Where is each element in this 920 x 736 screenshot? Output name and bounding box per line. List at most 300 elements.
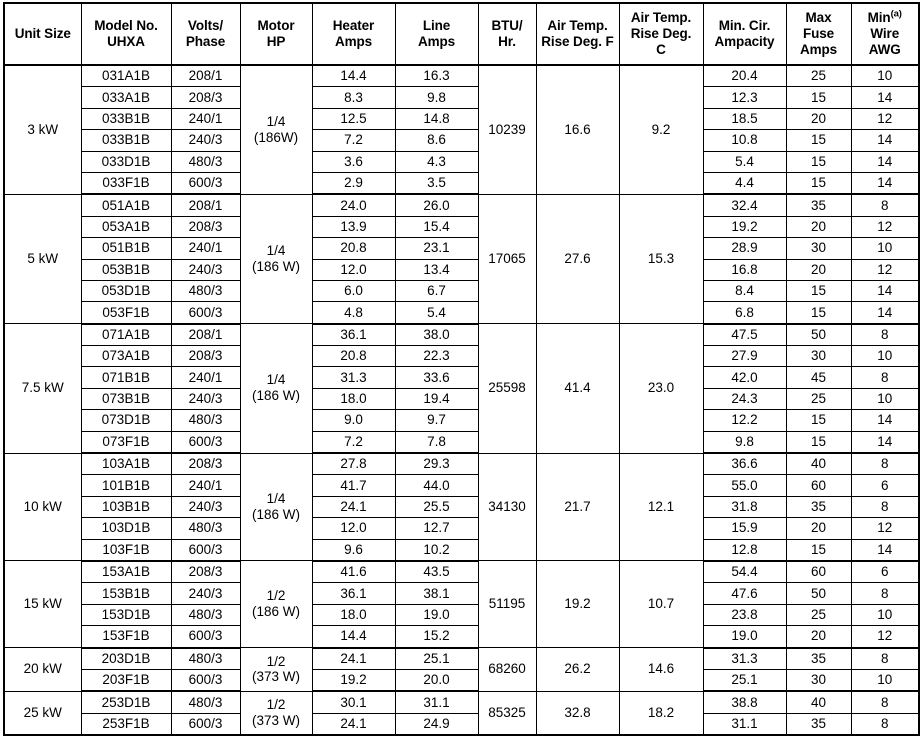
min-wire-awg-cell: 12 xyxy=(851,108,919,129)
table-row xyxy=(4,604,919,625)
min-cir-ampacity-cell: 8.4 xyxy=(703,280,786,301)
max-fuse-amps-cell: 25 xyxy=(786,388,851,409)
table-row xyxy=(4,87,919,108)
table-row xyxy=(4,130,919,151)
line-amps-cell: 23.1 xyxy=(395,238,478,259)
column-header-line: Amps xyxy=(799,41,838,57)
motor-watts-value: (186 W) xyxy=(251,507,300,522)
table-row xyxy=(4,648,919,670)
table-row xyxy=(4,431,919,453)
unit-size-cell: 5 kW xyxy=(4,194,81,323)
column-header-line: BTU/ xyxy=(491,18,523,34)
motor-watts-value: (373 W) xyxy=(251,669,300,685)
heater-amps-cell: 24.1 xyxy=(312,713,395,735)
line-amps-cell: 38.1 xyxy=(395,583,478,604)
volts-phase-cell: 480/3 xyxy=(171,518,240,539)
table-row xyxy=(4,238,919,259)
min-wire-awg-cell: 10 xyxy=(851,65,919,87)
header-row xyxy=(4,3,919,65)
model-no-cell: 203D1B xyxy=(81,648,171,670)
column-header-air-temp-rise-c xyxy=(619,3,703,65)
min-cir-ampacity-cell: 31.1 xyxy=(703,713,786,735)
min-cir-ampacity-cell: 38.8 xyxy=(703,691,786,713)
model-no-cell: 053B1B xyxy=(81,259,171,280)
motor-hp-value: 1/4 xyxy=(266,114,286,129)
model-no-cell: 153D1B xyxy=(81,604,171,625)
unit-size-cell: 3 kW xyxy=(4,65,81,194)
min-cir-ampacity-cell: 15.9 xyxy=(703,518,786,539)
btu-hr-cell: 25598 xyxy=(478,324,536,453)
max-fuse-amps-cell: 50 xyxy=(786,583,851,604)
model-no-cell: 253F1B xyxy=(81,713,171,735)
model-no-cell: 073B1B xyxy=(81,388,171,409)
motor-hp-cell xyxy=(240,453,312,561)
motor-hp-value: 1/2 xyxy=(266,697,286,713)
line-amps-cell: 8.6 xyxy=(395,130,478,151)
line-amps-cell: 7.8 xyxy=(395,431,478,453)
heater-amps-cell: 14.4 xyxy=(312,626,395,648)
line-amps-cell: 22.3 xyxy=(395,346,478,367)
model-no-cell: 033B1B xyxy=(81,130,171,151)
heater-amps-cell: 9.6 xyxy=(312,539,395,561)
max-fuse-amps-cell: 20 xyxy=(786,626,851,648)
volts-phase-cell: 208/3 xyxy=(171,87,240,108)
min-cir-ampacity-cell: 5.4 xyxy=(703,151,786,172)
line-amps-cell: 6.7 xyxy=(395,280,478,301)
line-amps-cell: 4.3 xyxy=(395,151,478,172)
btu-hr-cell: 68260 xyxy=(478,648,536,692)
heater-amps-cell: 36.1 xyxy=(312,583,395,604)
line-amps-cell: 25.1 xyxy=(395,648,478,670)
model-no-cell: 203F1B xyxy=(81,669,171,691)
air-temp-rise-c-cell: 14.6 xyxy=(619,648,703,692)
table-row xyxy=(4,539,919,561)
heater-amps-cell: 18.0 xyxy=(312,388,395,409)
btu-hr-cell: 51195 xyxy=(478,561,536,648)
max-fuse-amps-cell: 30 xyxy=(786,346,851,367)
min-wire-awg-cell: 6 xyxy=(851,475,919,496)
motor-watts-value: (186W) xyxy=(253,129,299,145)
column-header-line: HP xyxy=(266,34,286,49)
min-wire-awg-cell: 8 xyxy=(851,691,919,713)
model-no-cell: 153B1B xyxy=(81,583,171,604)
column-header-line: UHXA xyxy=(107,34,145,49)
volts-phase-cell: 240/1 xyxy=(171,108,240,129)
volts-phase-cell: 208/1 xyxy=(171,194,240,216)
max-fuse-amps-cell: 15 xyxy=(786,431,851,453)
min-wire-awg-cell: 14 xyxy=(851,431,919,453)
heater-amps-cell: 27.8 xyxy=(312,453,395,475)
min-cir-ampacity-cell: 55.0 xyxy=(703,475,786,496)
min-cir-ampacity-cell: 36.6 xyxy=(703,453,786,475)
footnote-marker: (a) xyxy=(890,8,902,20)
motor-watts-value: (373 W) xyxy=(251,712,300,728)
unit-size-cell: 25 kW xyxy=(4,691,81,735)
column-header-model-no xyxy=(81,3,171,65)
table-row xyxy=(4,280,919,301)
table-row xyxy=(4,108,919,129)
min-cir-ampacity-cell: 42.0 xyxy=(703,367,786,388)
volts-phase-cell: 600/3 xyxy=(171,669,240,691)
min-wire-awg-cell: 14 xyxy=(851,410,919,431)
model-no-cell: 033B1B xyxy=(81,108,171,129)
column-header-line: C xyxy=(656,41,666,57)
min-cir-ampacity-cell: 18.5 xyxy=(703,108,786,129)
heater-amps-cell: 36.1 xyxy=(312,324,395,346)
model-no-cell: 103A1B xyxy=(81,453,171,475)
motor-hp-cell xyxy=(240,691,312,735)
model-no-cell: 153A1B xyxy=(81,561,171,583)
line-amps-cell: 19.0 xyxy=(395,604,478,625)
max-fuse-amps-cell: 25 xyxy=(786,65,851,87)
heater-amps-cell: 12.0 xyxy=(312,518,395,539)
line-amps-cell: 9.8 xyxy=(395,87,478,108)
min-cir-ampacity-cell: 23.8 xyxy=(703,604,786,625)
column-header-line: Air Temp. xyxy=(630,10,692,26)
table-row xyxy=(4,216,919,237)
line-amps-cell: 38.0 xyxy=(395,324,478,346)
line-amps-cell: 9.7 xyxy=(395,410,478,431)
min-cir-ampacity-cell: 47.6 xyxy=(703,583,786,604)
max-fuse-amps-cell: 40 xyxy=(786,453,851,475)
min-cir-ampacity-cell: 47.5 xyxy=(703,324,786,346)
volts-phase-cell: 240/3 xyxy=(171,496,240,517)
unit-size-cell: 10 kW xyxy=(4,453,81,561)
line-amps-cell: 44.0 xyxy=(395,475,478,496)
model-no-cell: 051B1B xyxy=(81,238,171,259)
min-wire-awg-cell: 14 xyxy=(851,539,919,561)
min-cir-ampacity-cell: 25.1 xyxy=(703,669,786,691)
motor-hp-cell xyxy=(240,65,312,194)
air-temp-rise-c-cell: 15.3 xyxy=(619,194,703,323)
min-wire-awg-cell: 14 xyxy=(851,302,919,324)
column-header-motor-hp xyxy=(240,3,312,65)
motor-hp-value: 1/4 xyxy=(266,491,286,507)
table-row xyxy=(4,151,919,172)
column-header-line: Phase xyxy=(185,34,226,49)
max-fuse-amps-cell: 25 xyxy=(786,604,851,625)
heater-amps-cell: 24.0 xyxy=(312,194,395,216)
heater-amps-cell: 3.6 xyxy=(312,151,395,172)
line-amps-cell: 20.0 xyxy=(395,669,478,691)
heater-amps-cell: 9.0 xyxy=(312,410,395,431)
air-temp-rise-c-cell: 12.1 xyxy=(619,453,703,561)
volts-phase-cell: 208/3 xyxy=(171,453,240,475)
model-no-cell: 103B1B xyxy=(81,496,171,517)
table-row xyxy=(4,713,919,735)
model-no-cell: 103D1B xyxy=(81,518,171,539)
model-no-cell: 031A1B xyxy=(81,65,171,87)
air-temp-rise-c-cell: 9.2 xyxy=(619,65,703,194)
model-no-cell: 033D1B xyxy=(81,151,171,172)
table-row xyxy=(4,172,919,194)
max-fuse-amps-cell: 15 xyxy=(786,151,851,172)
table-row xyxy=(4,691,919,713)
motor-hp-cell xyxy=(240,194,312,323)
table-row xyxy=(4,518,919,539)
table-row xyxy=(4,388,919,409)
max-fuse-amps-cell: 20 xyxy=(786,108,851,129)
btu-hr-cell: 34130 xyxy=(478,453,536,561)
line-amps-cell: 15.4 xyxy=(395,216,478,237)
motor-hp-value: 1/2 xyxy=(266,588,286,604)
motor-watts-value: (186 W) xyxy=(251,259,300,275)
min-cir-ampacity-cell: 12.3 xyxy=(703,87,786,108)
heater-amps-cell: 20.8 xyxy=(312,238,395,259)
column-header-line: Amps xyxy=(334,34,373,49)
table-row xyxy=(4,410,919,431)
max-fuse-amps-cell: 15 xyxy=(786,302,851,324)
heater-amps-cell: 24.1 xyxy=(312,496,395,517)
table-row xyxy=(4,324,919,346)
volts-phase-cell: 480/3 xyxy=(171,648,240,670)
line-amps-cell: 26.0 xyxy=(395,194,478,216)
column-header-line: Min$^{(a)}$ xyxy=(867,8,902,26)
max-fuse-amps-cell: 60 xyxy=(786,561,851,583)
volts-phase-cell: 240/3 xyxy=(171,583,240,604)
volts-phase-cell: 208/3 xyxy=(171,346,240,367)
table-row xyxy=(4,626,919,648)
max-fuse-amps-cell: 45 xyxy=(786,367,851,388)
heater-amps-cell: 8.3 xyxy=(312,87,395,108)
min-wire-awg-cell: 10 xyxy=(851,604,919,625)
model-no-cell: 103F1B xyxy=(81,539,171,561)
heater-amps-cell: 20.8 xyxy=(312,346,395,367)
heater-amps-cell: 19.2 xyxy=(312,669,395,691)
volts-phase-cell: 600/3 xyxy=(171,626,240,648)
volts-phase-cell: 600/3 xyxy=(171,539,240,561)
table-row xyxy=(4,346,919,367)
model-no-cell: 153F1B xyxy=(81,626,171,648)
line-amps-cell: 24.9 xyxy=(395,713,478,735)
min-wire-awg-cell: 8 xyxy=(851,583,919,604)
motor-hp-cell xyxy=(240,561,312,648)
min-cir-ampacity-cell: 31.3 xyxy=(703,648,786,670)
max-fuse-amps-cell: 15 xyxy=(786,130,851,151)
model-no-cell: 101B1B xyxy=(81,475,171,496)
column-header-btu-hr xyxy=(478,3,536,65)
line-amps-cell: 10.2 xyxy=(395,539,478,561)
column-header-line: Fuse xyxy=(802,26,835,42)
line-amps-cell: 25.5 xyxy=(395,496,478,517)
max-fuse-amps-cell: 15 xyxy=(786,539,851,561)
line-amps-cell: 3.5 xyxy=(395,172,478,194)
model-no-cell: 073D1B xyxy=(81,410,171,431)
table-header xyxy=(4,3,919,65)
table-row xyxy=(4,583,919,604)
min-cir-ampacity-cell: 27.9 xyxy=(703,346,786,367)
air-temp-rise-f-cell: 19.2 xyxy=(536,561,619,648)
line-amps-cell: 13.4 xyxy=(395,259,478,280)
column-header-line-amps xyxy=(395,3,478,65)
volts-phase-cell: 240/3 xyxy=(171,130,240,151)
min-wire-awg-cell: 10 xyxy=(851,346,919,367)
column-header-volts-phase xyxy=(171,3,240,65)
line-amps-cell: 15.2 xyxy=(395,626,478,648)
column-header-line: Ampacity xyxy=(714,34,775,49)
model-no-cell: 053F1B xyxy=(81,302,171,324)
heater-amps-cell: 13.9 xyxy=(312,216,395,237)
unit-size-cell: 20 kW xyxy=(4,648,81,692)
motor-watts-value: (186 W) xyxy=(251,604,300,620)
line-amps-cell: 33.6 xyxy=(395,367,478,388)
table-row xyxy=(4,194,919,216)
min-wire-awg-cell: 10 xyxy=(851,388,919,409)
min-wire-awg-cell: 8 xyxy=(851,324,919,346)
min-cir-ampacity-cell: 4.4 xyxy=(703,172,786,194)
table-row xyxy=(4,669,919,691)
column-header-line: Model No. xyxy=(94,18,158,34)
table-row xyxy=(4,496,919,517)
heater-amps-cell: 14.4 xyxy=(312,65,395,87)
column-header-min-cir-ampacity xyxy=(703,3,786,65)
min-cir-ampacity-cell: 19.0 xyxy=(703,626,786,648)
min-cir-ampacity-cell: 31.8 xyxy=(703,496,786,517)
air-temp-rise-c-cell: 10.7 xyxy=(619,561,703,648)
min-cir-ampacity-cell: 24.3 xyxy=(703,388,786,409)
motor-hp-value: 1/4 xyxy=(266,372,286,388)
line-amps-cell: 5.4 xyxy=(395,302,478,324)
line-amps-cell: 31.1 xyxy=(395,691,478,713)
column-header-line: Air Temp. xyxy=(547,18,608,34)
volts-phase-cell: 600/3 xyxy=(171,302,240,324)
table-row xyxy=(4,259,919,280)
min-wire-awg-cell: 14 xyxy=(851,172,919,194)
min-wire-awg-cell: 12 xyxy=(851,626,919,648)
line-amps-cell: 19.4 xyxy=(395,388,478,409)
min-cir-ampacity-cell: 19.2 xyxy=(703,216,786,237)
heater-amps-cell: 41.6 xyxy=(312,561,395,583)
spec-table-container xyxy=(0,2,902,731)
line-amps-cell: 43.5 xyxy=(395,561,478,583)
min-wire-awg-cell: 14 xyxy=(851,130,919,151)
column-header-line: Heater xyxy=(332,18,375,34)
max-fuse-amps-cell: 35 xyxy=(786,648,851,670)
min-wire-awg-cell: 8 xyxy=(851,367,919,388)
motor-hp-cell xyxy=(240,648,312,692)
max-fuse-amps-cell: 35 xyxy=(786,713,851,735)
volts-phase-cell: 240/3 xyxy=(171,259,240,280)
model-no-cell: 071A1B xyxy=(81,324,171,346)
column-header-line: Hr. xyxy=(498,34,516,49)
model-no-cell: 051A1B xyxy=(81,194,171,216)
air-temp-rise-f-cell: 27.6 xyxy=(536,194,619,323)
max-fuse-amps-cell: 35 xyxy=(786,496,851,517)
motor-hp-cell xyxy=(240,324,312,453)
btu-hr-cell: 17065 xyxy=(478,194,536,323)
heater-amps-cell: 2.9 xyxy=(312,172,395,194)
column-header-max-fuse-amps xyxy=(786,3,851,65)
column-header-line: AWG xyxy=(868,41,901,57)
min-cir-ampacity-cell: 16.8 xyxy=(703,259,786,280)
model-no-cell: 073A1B xyxy=(81,346,171,367)
min-cir-ampacity-cell: 10.8 xyxy=(703,130,786,151)
air-temp-rise-f-cell: 41.4 xyxy=(536,324,619,453)
column-header-unit-size xyxy=(4,3,81,65)
table-row xyxy=(4,367,919,388)
max-fuse-amps-cell: 20 xyxy=(786,216,851,237)
max-fuse-amps-cell: 60 xyxy=(786,475,851,496)
line-amps-cell: 12.7 xyxy=(395,518,478,539)
volts-phase-cell: 600/3 xyxy=(171,431,240,453)
heater-amps-cell: 7.2 xyxy=(312,130,395,151)
table-row xyxy=(4,453,919,475)
unit-heater-spec-table xyxy=(3,2,920,736)
min-wire-awg-cell: 14 xyxy=(851,151,919,172)
volts-phase-cell: 480/3 xyxy=(171,691,240,713)
column-header-line: Max xyxy=(805,10,832,26)
table-row xyxy=(4,475,919,496)
min-wire-awg-cell: 8 xyxy=(851,194,919,216)
min-wire-awg-cell: 12 xyxy=(851,216,919,237)
air-temp-rise-f-cell: 32.8 xyxy=(536,691,619,735)
motor-watts-value: (186 W) xyxy=(251,388,300,404)
max-fuse-amps-cell: 30 xyxy=(786,669,851,691)
column-header-line: Amps xyxy=(417,34,456,49)
air-temp-rise-f-cell: 26.2 xyxy=(536,648,619,692)
min-wire-awg-cell: 12 xyxy=(851,259,919,280)
column-header-line: Min. Cir. xyxy=(718,18,771,34)
model-no-cell: 071B1B xyxy=(81,367,171,388)
heater-amps-cell: 18.0 xyxy=(312,604,395,625)
heater-amps-cell: 12.5 xyxy=(312,108,395,129)
max-fuse-amps-cell: 50 xyxy=(786,324,851,346)
max-fuse-amps-cell: 15 xyxy=(786,280,851,301)
table-row xyxy=(4,561,919,583)
volts-phase-cell: 240/1 xyxy=(171,238,240,259)
volts-phase-cell: 208/1 xyxy=(171,65,240,87)
min-cir-ampacity-cell: 54.4 xyxy=(703,561,786,583)
model-no-cell: 053A1B xyxy=(81,216,171,237)
column-header-line: Volts/ xyxy=(187,18,224,34)
column-header-line: Line xyxy=(422,18,451,34)
volts-phase-cell: 208/3 xyxy=(171,561,240,583)
heater-amps-cell: 12.0 xyxy=(312,259,395,280)
model-no-cell: 033F1B xyxy=(81,172,171,194)
table-body xyxy=(4,65,919,735)
model-no-cell: 073F1B xyxy=(81,431,171,453)
table-row xyxy=(4,65,919,87)
line-amps-cell: 16.3 xyxy=(395,65,478,87)
volts-phase-cell: 208/1 xyxy=(171,324,240,346)
volts-phase-cell: 600/3 xyxy=(171,172,240,194)
volts-phase-cell: 240/1 xyxy=(171,475,240,496)
min-cir-ampacity-cell: 12.2 xyxy=(703,410,786,431)
column-header-line: Unit Size xyxy=(14,26,71,42)
volts-phase-cell: 480/3 xyxy=(171,604,240,625)
line-amps-cell: 14.8 xyxy=(395,108,478,129)
volts-phase-cell: 240/3 xyxy=(171,388,240,409)
model-no-cell: 033A1B xyxy=(81,87,171,108)
min-cir-ampacity-cell: 28.9 xyxy=(703,238,786,259)
air-temp-rise-f-cell: 21.7 xyxy=(536,453,619,561)
heater-amps-cell: 41.7 xyxy=(312,475,395,496)
min-cir-ampacity-cell: 20.4 xyxy=(703,65,786,87)
heater-amps-cell: 24.1 xyxy=(312,648,395,670)
min-wire-awg-cell: 14 xyxy=(851,87,919,108)
volts-phase-cell: 480/3 xyxy=(171,280,240,301)
max-fuse-amps-cell: 15 xyxy=(786,410,851,431)
min-cir-ampacity-cell: 9.8 xyxy=(703,431,786,453)
btu-hr-cell: 10239 xyxy=(478,65,536,194)
column-header-min-wire-awg xyxy=(851,3,919,65)
volts-phase-cell: 480/3 xyxy=(171,151,240,172)
column-header-line: Motor xyxy=(257,18,295,34)
min-cir-ampacity-cell: 32.4 xyxy=(703,194,786,216)
heater-amps-cell: 4.8 xyxy=(312,302,395,324)
max-fuse-amps-cell: 15 xyxy=(786,172,851,194)
heater-amps-cell: 31.3 xyxy=(312,367,395,388)
